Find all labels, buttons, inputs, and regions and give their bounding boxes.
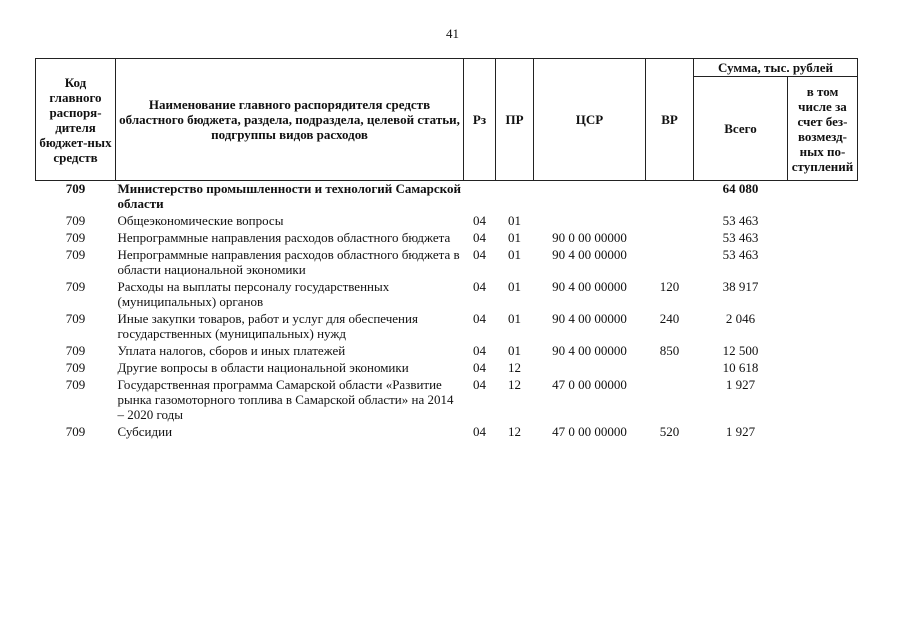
- cell-csr: [534, 213, 646, 230]
- cell-rz: 04: [473, 247, 486, 262]
- cell-pr: 01: [508, 343, 521, 358]
- table-row: [36, 360, 858, 377]
- table-row: [36, 230, 858, 247]
- cell-vr: [646, 213, 694, 230]
- cell-vr: 520: [659, 424, 680, 439]
- cell-csr: 90 4 00 00000: [552, 247, 627, 262]
- cell-code: 709: [65, 424, 86, 439]
- header-name: Наименование главного распорядителя средств областного бюджета, раздела, подраздела, целевой статьи, подгруппы видов расходов: [116, 59, 464, 181]
- cell-total: 10 618: [722, 360, 759, 375]
- table-row: [36, 247, 858, 279]
- cell-rz: 04: [473, 424, 486, 439]
- cell-code: 709: [65, 343, 86, 358]
- page-number: 41: [446, 26, 459, 41]
- table-row: [36, 424, 858, 441]
- cell-code: 709: [65, 181, 86, 196]
- cell-total: 64 080: [722, 181, 759, 196]
- cell-rz: 04: [473, 279, 486, 294]
- cell-pr: 01: [508, 311, 521, 326]
- cell-gratuitous: [788, 360, 858, 377]
- table-row: [36, 279, 858, 311]
- cell-total: 53 463: [722, 213, 759, 228]
- table-header: [36, 59, 858, 181]
- cell-gratuitous: [788, 377, 858, 424]
- cell-total: 1 927: [725, 424, 756, 439]
- cell-total: 12 500: [722, 343, 759, 358]
- cell-name: Субсидии: [117, 424, 173, 439]
- cell-name: Министерство промышленности и технологий Самарской области: [117, 181, 461, 211]
- cell-csr: 90 4 00 00000: [552, 311, 627, 326]
- cell-rz: 04: [473, 230, 486, 245]
- cell-gratuitous: [788, 424, 858, 441]
- cell-gratuitous: [788, 343, 858, 360]
- table-row: [36, 343, 858, 360]
- cell-gratuitous: [788, 181, 858, 214]
- cell-pr: 01: [508, 230, 521, 245]
- header-gratuitous: в том числе за счет без-возмезд-ных по-ступлений: [788, 77, 858, 181]
- cell-total: 2 046: [725, 311, 756, 326]
- header-rz: Рз: [464, 59, 496, 181]
- cell-rz: 04: [473, 343, 486, 358]
- cell-name: Непрограммные направления расходов областного бюджета в области национальной экономики: [117, 247, 460, 277]
- cell-csr: 47 0 00 00000: [552, 424, 627, 439]
- cell-rz: 04: [473, 213, 486, 228]
- cell-gratuitous: [788, 311, 858, 343]
- cell-csr: 90 4 00 00000: [552, 279, 627, 294]
- cell-name: Общеэкономические вопросы: [117, 213, 284, 228]
- table-row: [36, 213, 858, 230]
- cell-rz: [464, 181, 496, 214]
- budget-table: [35, 58, 858, 441]
- cell-name: Другие вопросы в области национальной экономики: [117, 360, 409, 375]
- cell-total: 53 463: [722, 230, 759, 245]
- cell-csr: 90 0 00 00000: [552, 230, 627, 245]
- cell-name: Иные закупки товаров, работ и услуг для обеспечения государственных (муниципальных) нужд: [117, 311, 418, 341]
- cell-code: 709: [65, 213, 86, 228]
- cell-vr: 850: [659, 343, 680, 358]
- cell-pr: 01: [508, 247, 521, 262]
- cell-vr: [646, 181, 694, 214]
- cell-rz: 04: [473, 360, 486, 375]
- cell-vr: [646, 377, 694, 424]
- cell-pr: [496, 181, 534, 214]
- cell-pr: 12: [508, 377, 521, 392]
- cell-total: 53 463: [722, 247, 759, 262]
- cell-vr: 120: [659, 279, 680, 294]
- cell-code: 709: [65, 247, 86, 262]
- cell-csr: [534, 181, 646, 214]
- cell-gratuitous: [788, 279, 858, 311]
- cell-name: Расходы на выплаты персоналу государственных (муниципальных) органов: [117, 279, 390, 309]
- cell-code: 709: [65, 311, 86, 326]
- cell-name: Непрограммные направления расходов областного бюджета: [117, 230, 451, 245]
- header-csr: ЦСР: [534, 59, 646, 181]
- cell-csr: [534, 360, 646, 377]
- cell-name: Государственная программа Самарской области «Развитие рынка газомоторного топлива в Самарской области» на 2014 – 2020 годы: [117, 377, 454, 422]
- header-sum-group: Сумма, тыс. рублей: [694, 59, 858, 77]
- cell-pr: 01: [508, 279, 521, 294]
- header-code: Код главного распоря-дителя бюджет-ных средств: [36, 59, 116, 181]
- cell-total: 1 927: [725, 377, 756, 392]
- table-body: [36, 181, 858, 442]
- header-pr: ПР: [496, 59, 534, 181]
- header-vr: ВР: [646, 59, 694, 181]
- cell-code: 709: [65, 230, 86, 245]
- cell-code: 709: [65, 360, 86, 375]
- cell-code: 709: [65, 377, 86, 392]
- table-row: [36, 181, 858, 214]
- cell-rz: 04: [473, 311, 486, 326]
- cell-pr: 01: [508, 213, 521, 228]
- cell-csr: 47 0 00 00000: [552, 377, 627, 392]
- cell-pr: 12: [508, 360, 521, 375]
- cell-pr: 12: [508, 424, 521, 439]
- cell-vr: [646, 247, 694, 279]
- cell-vr: [646, 230, 694, 247]
- cell-csr: 90 4 00 00000: [552, 343, 627, 358]
- cell-gratuitous: [788, 230, 858, 247]
- cell-gratuitous: [788, 213, 858, 230]
- header-total: Всего: [694, 77, 788, 181]
- cell-rz: 04: [473, 377, 486, 392]
- cell-total: 38 917: [722, 279, 759, 294]
- table-row: [36, 377, 858, 424]
- cell-gratuitous: [788, 247, 858, 279]
- cell-code: 709: [65, 279, 86, 294]
- cell-name: Уплата налогов, сборов и иных платежей: [117, 343, 346, 358]
- cell-vr: 240: [659, 311, 680, 326]
- table-row: [36, 311, 858, 343]
- cell-vr: [646, 360, 694, 377]
